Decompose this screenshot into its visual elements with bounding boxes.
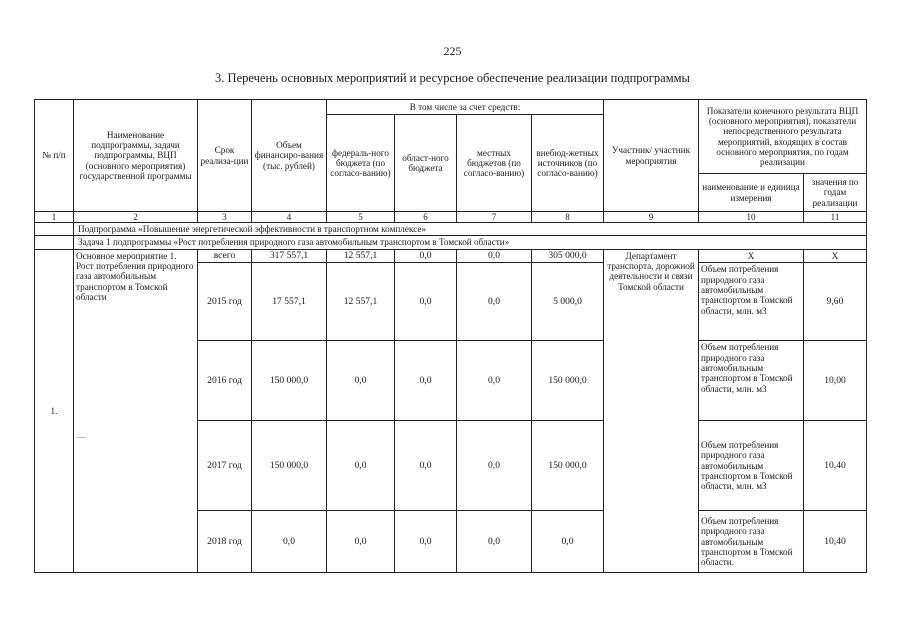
col-number: 4 — [252, 212, 327, 223]
col-number: 2 — [74, 212, 198, 223]
event-name: Основное мероприятие 1. Рост потребления природного газа автомобильным транспортом в Томской области — [76, 250, 194, 302]
row-local: 0,0 — [457, 511, 532, 573]
row-federal: 12 557,1 — [327, 263, 395, 341]
header-regional: област-ного бюджета — [395, 115, 457, 212]
subprogram-row: Подпрограмма «Повышение энергетической эффективности в транспортном комплексе» — [74, 223, 867, 236]
row-offbudget: 305 000,0 — [532, 249, 604, 263]
header-volume: Объем финансиро-вания (тыс. рублей) — [252, 100, 327, 212]
row-volume: 17 557,1 — [252, 263, 327, 341]
row-regional: 0,0 — [395, 421, 457, 511]
col-number: 7 — [457, 212, 532, 223]
header-offbudget: внебюд-жетных источников (по согласо-ванию) — [532, 115, 604, 212]
row-local: 0,0 — [457, 421, 532, 511]
header-indicators: Показатели конечного результата ВЦП (основного мероприятия), показатели непосредственного результата мероприятий, входящих в состав основного мероприятия, по годам реализации — [699, 100, 867, 174]
row-regional: 0,0 — [395, 341, 457, 421]
col-number: 11 — [804, 212, 867, 223]
row-federal: 12 557,1 — [327, 249, 395, 263]
row-term: 2018 год — [198, 511, 252, 573]
header-including: В том числе за счет средств: — [327, 100, 604, 115]
row-term: всего — [198, 249, 252, 263]
row-regional: 0,0 — [395, 249, 457, 263]
row-offbudget: 150 000,0 — [532, 341, 604, 421]
col-number: 8 — [532, 212, 604, 223]
col-number: 1 — [35, 212, 74, 223]
col-number: 3 — [198, 212, 252, 223]
row-volume: 0,0 — [252, 511, 327, 573]
row-indicator-value: 10,40 — [804, 511, 867, 573]
header-term: Срок реализа-ции — [198, 100, 252, 212]
header-name: Наименование подпрограммы, задачи подпрограммы, ВЦП (основного мероприятия) государственной программы — [74, 100, 198, 212]
col-number: 5 — [327, 212, 395, 223]
col-number: 10 — [699, 212, 804, 223]
header-indicator-values: значения по годам реализации — [804, 174, 867, 212]
row-volume: 150 000,0 — [252, 421, 327, 511]
row-federal: 0,0 — [327, 421, 395, 511]
col-number: 6 — [395, 212, 457, 223]
header-local: местных бюджетов (по согласо-ванию) — [457, 115, 532, 212]
row-federal: 0,0 — [327, 511, 395, 573]
row-indicator-value: Х — [804, 249, 867, 263]
row-regional: 0,0 — [395, 263, 457, 341]
row-term: 2015 год — [198, 263, 252, 341]
row-local: 0,0 — [457, 341, 532, 421]
row-term: 2017 год — [198, 421, 252, 511]
row-regional: 0,0 — [395, 511, 457, 573]
row-volume: 150 000,0 — [252, 341, 327, 421]
col-number: 9 — [604, 212, 699, 223]
row-indicator-name: Объем потребления природного газа автомобильным транспортом в Томской области. — [699, 511, 804, 573]
header-participant: Участник/ участник мероприятия — [604, 100, 699, 212]
page-title: 3. Перечень основных мероприятий и ресурсное обеспечение реализации подпрограммы — [215, 71, 690, 85]
header-indicator-name: наименование и единица измерения — [699, 174, 804, 212]
row-indicator-value: 9,60 — [804, 263, 867, 341]
row-offbudget: 0,0 — [532, 511, 604, 573]
event-participant: Департамент транспорта, дорожной деятельности и связи Томской области — [604, 249, 699, 573]
header-federal: федераль-ного бюджета (по согласо-ванию) — [327, 115, 395, 212]
row-indicator-value: 10,00 — [804, 341, 867, 421]
header-num: № п/п — [35, 100, 74, 212]
event-name-cell — [74, 249, 198, 573]
event-index: 1. — [35, 249, 74, 573]
row-local: 0,0 — [457, 249, 532, 263]
resource-table — [34, 99, 867, 573]
row-offbudget: 150 000,0 — [532, 421, 604, 511]
row-indicator-name: Объем потребления природного газа автомобильным транспортом в Томской области, млн. м3 — [699, 263, 804, 341]
row-indicator-value: 10,40 — [804, 421, 867, 511]
row-federal: 0,0 — [327, 341, 395, 421]
row-offbudget: 5 000,0 — [532, 263, 604, 341]
page-number: 225 — [443, 44, 462, 58]
event-dots: ..... — [76, 431, 86, 441]
task-row: Задача 1 подпрограммы «Рост потребления природного газа автомобильным транспортом в Томской области» — [74, 236, 867, 249]
row-volume: 317 557,1 — [252, 249, 327, 263]
row-term: 2016 год — [198, 341, 252, 421]
row-indicator-name: Х — [699, 249, 804, 263]
table-row — [35, 249, 867, 263]
row-indicator-name: Объем потребления природного газа автомобильным транспортом в Томской области, млн. м3 — [699, 421, 804, 511]
row-indicator-name: Объем потребления природного газа автомобильным транспортом в Томской области, млн. м3 — [699, 341, 804, 421]
row-local: 0,0 — [457, 263, 532, 341]
